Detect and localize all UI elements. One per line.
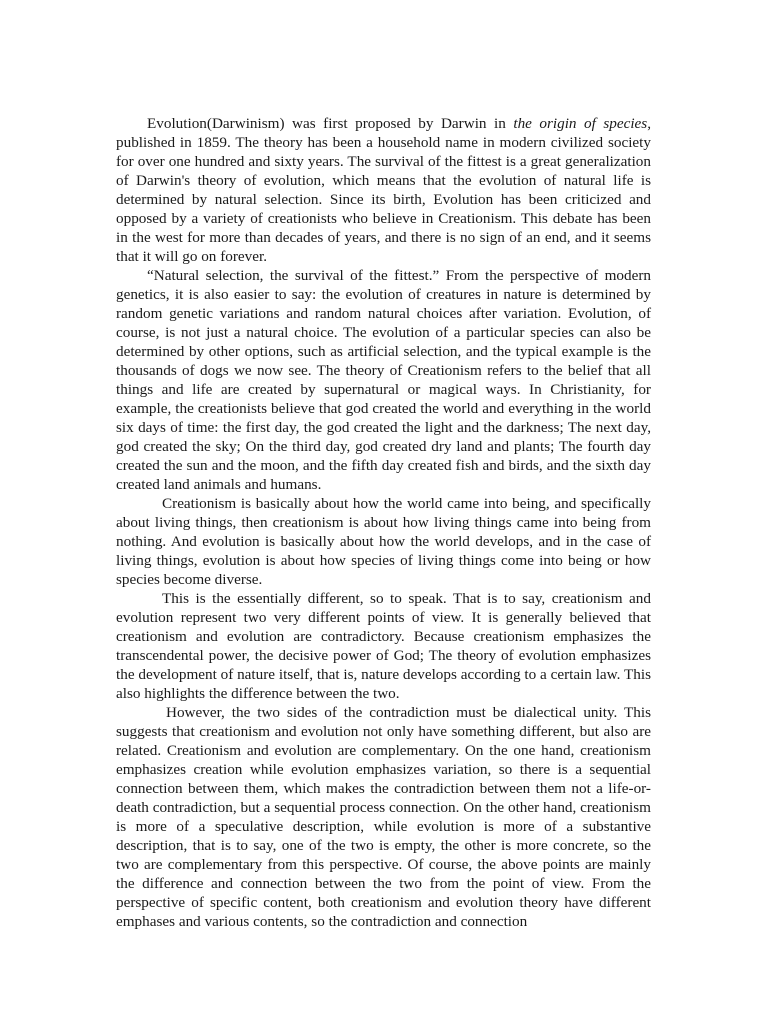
paragraph-3: Creationism is basically about how the world came into being, and specifically about living things, then creationism is about how living things came into being from nothing. And evolution is basically about how the world develops, and in the case of living things, evolution is about how species of living things come into being or how species become diverse. — [116, 495, 651, 588]
book-title: the origin of species — [513, 115, 648, 132]
paragraph-2: “Natural selection, the survival of the fittest.” From the perspective of modern genetics, it is also easier to say: the evolution of creatures in nature is determined by random genetic variations and random natural choices after variation. Evolution, of course, is not just a natural choice. The evolution of a particular species can also be determined by other options, such as artificial selection, and the typical example is the thousands of dogs we now see. The theory of Creationism refers to the belief that all things and life are created by supernatural or magical ways. In Christianity, for example, the creationists believe that god created the world and everything in the world six days of time: the first day, the god created the light and the darkness; The next day, god created the sky; On the third day, god created dry land and plants; The fourth day created the sun and the moon, and the fifth day created fish and birds, and the sixth day created land animals and humans. — [116, 267, 651, 493]
document-body — [116, 114, 651, 931]
paragraph-1 — [116, 114, 651, 266]
paragraph-4: This is the essentially different, so to speak. That is to say, creationism and evolution represent two very different points of view. It is generally believed that creationism and evolution are contradictory. Because creationism emphasizes the transcendental power, the decisive power of God; The theory of evolution emphasizes the development of nature itself, that is, nature develops according to a certain law. This also highlights the difference between the two. — [116, 590, 651, 702]
paragraph-1-rest: , published in 1859. The theory has been a household name in modern civilized society for over one hundred and sixty years. The survival of the fittest is a great generalization of Darwin's theory of evolution, which means that the evolution of natural life is determined by natural selection. Since its birth, Evolution has been criticized and opposed by a variety of creationists who believe in Creationism. This debate has been in the west for more than decades of years, and there is no sign of an end, and it seems that it will go on forever. — [116, 115, 652, 265]
paragraph-5: However, the two sides of the contradiction must be dialectical unity. This suggests that creationism and evolution not only have something different, but also are related. Creationism and evolution are complementary. On the one hand, creationism emphasizes creation while evolution emphasizes variation, so there is a sequential connection between them, which makes the contradiction between them not a life-or-death contradiction, but a sequential process connection. On the other hand, creationism is more of a speculative description, while evolution is more of a substantive description, that is to say, one of the two is empty, the other is more concrete, so the two are complementary from this perspective. Of course, the above points are mainly the difference and connection between the two from the point of view. From the perspective of specific content, both creationism and evolution theory have different emphases and various contents, so the contradiction and connection — [116, 704, 651, 930]
paragraph-1-lead: Evolution(Darwinism) was first proposed by Darwin in — [147, 115, 514, 132]
